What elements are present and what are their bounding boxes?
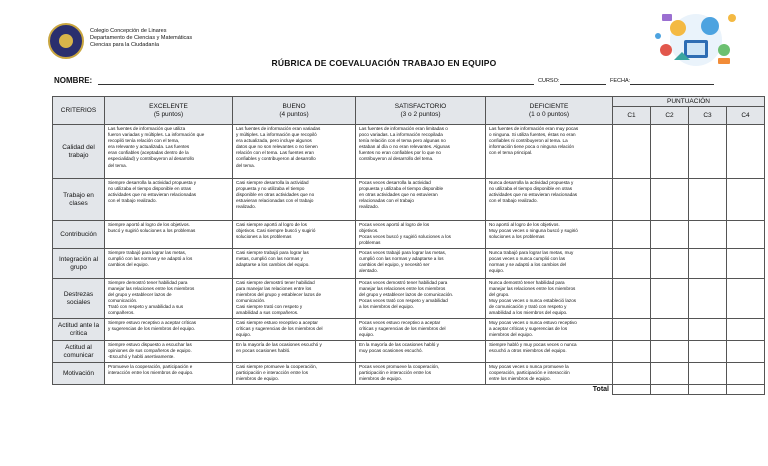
descriptor-line: no utilizaba el tiempo disponible en otras	[108, 186, 191, 192]
descriptor-cell	[105, 279, 233, 319]
score-cell[interactable]	[727, 319, 765, 341]
name-field[interactable]	[98, 84, 534, 85]
descriptor-line: eran confiables (aceptadas dentro de la	[108, 150, 189, 156]
descriptor-cell	[105, 179, 233, 221]
descriptor-line: del grupo y establecer lazos de	[108, 292, 172, 298]
level-name: SATISFACTORIO	[394, 102, 447, 110]
score-column-c2: C2	[651, 107, 689, 125]
descriptor-line: buscó y sugirió soluciones a los problemas	[108, 228, 196, 234]
score-cell[interactable]	[689, 249, 727, 279]
descriptor-line: Las fuentes de información eran muy pocas	[489, 126, 579, 131]
level-points: (5 puntos)	[153, 110, 184, 118]
descriptor-cell	[356, 221, 486, 249]
descriptor-cell	[486, 341, 613, 363]
score-cell[interactable]	[613, 279, 651, 319]
descriptor-line: del grupo.	[489, 292, 510, 298]
descriptor-line: a aceptar críticas y sugerencias de los	[489, 326, 568, 332]
score-column-c4: C4	[727, 107, 765, 125]
descriptor-line: Nunca desarrolla la actividad propuesta y	[489, 180, 574, 185]
score-cell[interactable]	[651, 319, 689, 341]
criterion-label: Actitud ante la crítica	[53, 319, 105, 341]
descriptor-line: recopiló tenía relación con el tema,	[108, 138, 180, 144]
descriptor-line: metas, cumplió con las normas y	[236, 256, 303, 262]
descriptor-line: En la mayoría de las ocasiones escuchó y	[236, 342, 322, 347]
score-cell[interactable]	[651, 221, 689, 249]
score-cell[interactable]	[689, 125, 727, 179]
course-field[interactable]	[560, 84, 606, 85]
descriptor-line: era relevante y actualizada. Las fuentes	[108, 144, 190, 150]
descriptor-line: interacción entre los miembros de equipo.	[108, 370, 194, 376]
descriptor-line: realizado.	[236, 204, 256, 210]
descriptor-line: estuvieran relacionadas con el trabajo	[236, 198, 314, 204]
level-header-deficient	[486, 97, 613, 125]
descriptor-line: Pocas veces trabajó para lograr las metas,	[359, 250, 447, 255]
descriptor-cell	[356, 363, 486, 385]
descriptor-cell	[356, 125, 486, 179]
descriptor-cell	[233, 341, 356, 363]
descriptor-line: Muy pocas veces o ninguna buscó y sugirió	[489, 228, 578, 234]
score-header: PUNTUACIÓN	[613, 97, 765, 107]
descriptor-cell	[356, 341, 486, 363]
score-column-c3: C3	[689, 107, 727, 125]
descriptor-line: cumplió con las normas y adaptarse a los	[359, 256, 444, 262]
score-cell[interactable]	[651, 249, 689, 279]
criterion-label: Actitud al comunicar	[53, 341, 105, 363]
descriptor-line: cooperación, participación e interacción	[489, 370, 570, 376]
score-cell[interactable]	[613, 341, 651, 363]
criterion-label: Motivación	[53, 363, 105, 385]
criterion-label: Destrezas sociales	[53, 279, 105, 319]
descriptor-line: Siempre aportó al logro de los objetivos.	[108, 222, 190, 227]
descriptor-line: y múltiples. La información que recopiló	[236, 132, 317, 138]
date-label: FECHA:	[610, 78, 631, 84]
descriptor-line: críticas y sugerencias de los miembros del	[359, 326, 446, 332]
school-name: Colegio Concepción de Linares	[90, 28, 167, 34]
descriptor-cell	[233, 179, 356, 221]
descriptor-line: confiables y contribuyeron al desarrollo	[236, 156, 316, 162]
score-cell[interactable]	[689, 341, 727, 363]
descriptor-line: propuesta y no utilizaba el tiempo	[236, 186, 305, 192]
score-cell[interactable]	[651, 279, 689, 319]
rubric-row	[53, 319, 765, 341]
descriptor-line: con el trabajo realizado.	[108, 198, 157, 204]
rubric-row	[53, 125, 765, 179]
descriptor-line: tenía relación con el tema pero algunas no	[359, 138, 446, 144]
score-cell[interactable]	[727, 363, 765, 385]
descriptor-line: participación e interacción entre los	[236, 370, 309, 376]
descriptor-line: normas y se adaptó a los cambios del	[489, 262, 567, 268]
descriptor-line: En la mayoría de las ocasiones habló y	[359, 342, 439, 347]
score-cell[interactable]	[727, 341, 765, 363]
descriptor-cell	[486, 125, 613, 179]
level-points: (3 o 2 puntos)	[400, 110, 441, 118]
date-field[interactable]	[630, 84, 714, 85]
criterion-label: Integración al grupo	[53, 249, 105, 279]
descriptor-line: Casi siempre desarrolla la actividad	[236, 180, 309, 185]
descriptor-line: Pocas veces demostró tener habilidad para	[359, 280, 448, 285]
score-cell[interactable]	[613, 249, 651, 279]
score-cell[interactable]	[727, 249, 765, 279]
level-points: (4 puntos)	[279, 110, 309, 118]
criterion-label: Trabajo en clases	[53, 179, 105, 221]
descriptor-cell	[486, 179, 613, 221]
descriptor-line: muy pocas ocasiones escuchó.	[359, 348, 423, 354]
descriptor-cell	[356, 249, 486, 279]
descriptor-line: equipo.	[359, 332, 375, 338]
descriptor-line: compañeros.	[108, 310, 135, 316]
descriptor-line: Siempre estuvo dispuesto a escuchar las	[108, 342, 192, 347]
level-points: (1 o 0 puntos)	[528, 110, 570, 118]
descriptor-line: alentado.	[359, 268, 378, 274]
school-seal-logo	[48, 23, 84, 59]
score-cell[interactable]	[613, 221, 651, 249]
descriptor-line: a los miembros del equipo.	[359, 304, 414, 310]
criteria-header: CRITERIOS	[53, 97, 105, 125]
descriptor-line: no utilizaba el tiempo disponible en otras	[489, 186, 572, 192]
rubric-row	[53, 279, 765, 319]
descriptor-line: contribuyeron al desarrollo del tema.	[359, 156, 434, 162]
descriptor-line: actividades que no estuvieran relacionadas	[489, 192, 578, 198]
descriptor-line: Pocas veces promueve la cooperación,	[359, 364, 440, 369]
descriptor-line: fuentes no eran confiables por lo que no	[359, 150, 441, 156]
score-cell[interactable]	[651, 179, 689, 221]
descriptor-line: Siempre desarrolla la actividad propuesta y	[108, 180, 197, 185]
descriptor-line: amabilidad a los miembros del equipo.	[489, 310, 568, 316]
descriptor-line: Nunca demostró tener habilidad para	[489, 280, 565, 285]
descriptor-line: objetivos. Casi siempre buscó y sugirió	[236, 228, 316, 234]
descriptor-line: disponible en otras actividades que no	[236, 192, 315, 198]
descriptor-cell	[233, 221, 356, 249]
descriptor-line: en otras actividades que no estuvieran	[359, 192, 438, 198]
descriptor-line: de comunicación y trató con respeto y	[489, 304, 567, 310]
descriptor-line: Nunca trabajó para lograr las metas, muy	[489, 250, 574, 255]
descriptor-line: miembros de equipo.	[359, 376, 402, 382]
total-score-cell[interactable]	[727, 385, 765, 395]
descriptor-line: Siempre demostró tener habilidad para	[108, 280, 188, 285]
rubric-title: RÚBRICA DE COEVALUACIÓN TRABAJO EN EQUIPO	[271, 58, 497, 68]
rubric-table	[52, 96, 765, 395]
score-cell[interactable]	[613, 125, 651, 179]
descriptor-line: objetivos.	[359, 228, 379, 234]
course-label: CURSO:	[538, 78, 560, 84]
total-score-cell[interactable]	[613, 385, 651, 395]
descriptor-line: manejar las relaciones entre los miembros	[359, 286, 446, 292]
total-score-cell[interactable]	[651, 385, 689, 395]
descriptor-line: Las fuentes de información eran variadas	[236, 126, 321, 131]
department-name: Departamento de Ciencias y Matemáticas	[90, 35, 193, 41]
descriptor-line: equipo.	[236, 332, 252, 338]
descriptor-line: Siempre habló y muy pocas veces o nunca	[489, 342, 577, 347]
score-cell[interactable]	[727, 179, 765, 221]
descriptor-cell	[105, 249, 233, 279]
descriptor-line: para manejar las relaciones entre los	[236, 286, 312, 292]
descriptor-cell	[486, 319, 613, 341]
descriptor-line: equipo.	[489, 268, 505, 274]
descriptor-line: manejar las relaciones entre los miembros	[108, 286, 195, 292]
descriptor-line: relación con el tema. Las fuentes eran	[236, 150, 314, 156]
descriptor-line: pocas veces o nunca cumplió con las	[489, 256, 566, 262]
score-cell[interactable]	[651, 125, 689, 179]
descriptor-line: cambios del equipo, y necesitó ser	[359, 262, 430, 268]
descriptor-cell	[233, 279, 356, 319]
descriptor-line: comunicación.	[108, 298, 138, 304]
school-header	[90, 28, 192, 49]
descriptor-line: Casi siempre demostró tener habilidad	[236, 280, 315, 285]
name-label: NOMBRE:	[54, 76, 93, 85]
descriptor-line: realizado.	[359, 204, 379, 210]
descriptor-line: en pocas ocasiones habló.	[236, 348, 291, 354]
descriptor-line: entre los miembros de equipo.	[489, 376, 551, 382]
level-header-satisfactory	[356, 97, 486, 125]
descriptor-cell	[105, 319, 233, 341]
descriptor-line: relacionadas con el trabajo	[359, 198, 414, 204]
descriptor-line: especialidad) y contribuyeron al desarrollo	[108, 156, 195, 162]
descriptor-line: fueron variadas y múltiples. La información que	[108, 132, 205, 138]
descriptor-line: Casi siempre trató con respeto y	[236, 304, 303, 310]
rubric-row	[53, 221, 765, 249]
descriptor-line: estaban al día o no eran relevantes. Algunas	[359, 144, 450, 150]
descriptor-line: adaptarse a los cambios del equipo.	[236, 262, 310, 268]
descriptor-line: Siempre estuvo receptivo a aceptar críticas	[108, 320, 197, 325]
descriptor-line: datos que no son relevantes o no tienen	[236, 144, 318, 150]
descriptor-line: miembros del grupo y establecer lazos de	[236, 292, 322, 298]
descriptor-line: Casi siempre estuvo receptivo a aceptar	[236, 320, 318, 325]
level-header-good	[233, 97, 356, 125]
score-cell[interactable]	[689, 221, 727, 249]
descriptor-cell	[105, 341, 233, 363]
criterion-label: Contribución	[53, 221, 105, 249]
descriptor-line: Pocas veces desarrolla la actividad	[359, 180, 431, 185]
descriptor-cell	[233, 363, 356, 385]
descriptor-line: Trató con respeto y amabilidad a sus	[108, 304, 184, 310]
descriptor-line: propuesta y utilizaba el tiempo disponible	[359, 186, 444, 192]
descriptor-line: con el tema principal.	[489, 150, 533, 156]
descriptor-line: participación e interacción entre los	[359, 370, 432, 376]
descriptor-cell	[233, 125, 356, 179]
descriptor-line: soluciones a los problemas	[489, 234, 545, 240]
descriptor-cell	[486, 249, 613, 279]
level-name: BUENO	[282, 102, 306, 110]
descriptor-cell	[486, 221, 613, 249]
descriptor-line: actividades que no estuvieran relacionadas	[108, 192, 197, 198]
descriptor-line: del tema.	[108, 162, 127, 168]
subject-name: Ciencias para la Ciudadanía	[90, 42, 160, 48]
score-cell[interactable]	[727, 125, 765, 179]
descriptor-line: Pocas veces buscó y sugirió soluciones a los	[359, 234, 451, 240]
descriptor-line: o ninguna. Si utiliza fuentes, éstas no eran	[489, 132, 576, 138]
descriptor-line: Pocas veces aportó al logro de los	[359, 222, 430, 227]
score-cell[interactable]	[689, 363, 727, 385]
criterion-label: Calidad del trabajo	[53, 125, 105, 179]
level-name: DEFICIENTE	[529, 102, 569, 110]
descriptor-line: Casi siempre trabajó para lograr las	[236, 250, 309, 255]
score-cell[interactable]	[689, 319, 727, 341]
descriptor-cell	[486, 279, 613, 319]
descriptor-line: Promueve la cooperación, participación e	[108, 364, 193, 369]
score-cell[interactable]	[613, 179, 651, 221]
descriptor-line: poco variadas. La información recopilada	[359, 132, 443, 138]
descriptor-line: Pocas veces trató con respeto y amabilidad	[359, 298, 448, 304]
descriptor-line: Muy pocas veces o nunca promueve la	[489, 364, 569, 369]
rubric-row	[53, 363, 765, 385]
descriptor-line: Las fuentes de información que utiliza	[108, 126, 186, 131]
rubric-row	[53, 341, 765, 363]
descriptor-line: miembros del equipo.	[489, 332, 533, 338]
score-cell[interactable]	[689, 179, 727, 221]
descriptor-line: Pocas veces estuvo receptivo a aceptar	[359, 320, 441, 325]
descriptor-line: opiniones de sus compañeros de equipo.	[108, 348, 192, 354]
descriptor-line: cambios del equipo.	[108, 262, 149, 268]
descriptor-line: era actualizada, pero incluye algunos	[236, 138, 312, 144]
descriptor-line: Muy pocas veces o nunca estuvo receptivo	[489, 320, 577, 325]
score-cell[interactable]	[727, 221, 765, 249]
descriptor-line: del grupo y establecer lazos de comunicación.	[359, 292, 454, 298]
descriptor-line: -Escuchó y habló asertivamente.	[108, 354, 175, 360]
descriptor-cell	[356, 319, 486, 341]
descriptor-line: comunicación.	[236, 298, 266, 304]
descriptor-cell	[486, 363, 613, 385]
descriptor-line: información tiene poca o ninguna relación	[489, 144, 575, 150]
descriptor-cell	[105, 221, 233, 249]
score-cell[interactable]	[613, 319, 651, 341]
descriptor-line: con el trabajo realizado.	[489, 198, 538, 204]
descriptor-cell	[356, 279, 486, 319]
descriptor-cell	[233, 249, 356, 279]
score-cell[interactable]	[651, 341, 689, 363]
score-cell[interactable]	[727, 279, 765, 319]
descriptor-line: confiables ni contribuyeron al tema. La	[489, 138, 568, 144]
score-cell[interactable]	[689, 279, 727, 319]
total-row	[53, 385, 765, 395]
descriptor-line: manejar las relaciones entre los miembros	[489, 286, 576, 292]
descriptor-line: Siempre trabajó para lograr las metas,	[108, 250, 187, 255]
descriptor-line: críticas y sugerencias de los miembros del	[236, 326, 323, 332]
descriptor-line: del tema.	[236, 162, 255, 168]
total-score-cell[interactable]	[689, 385, 727, 395]
level-name: EXCELENTE	[149, 102, 188, 110]
descriptor-line: Muy pocas veces o nunca estableció lazos	[489, 298, 577, 304]
rubric-row	[53, 249, 765, 279]
score-cell[interactable]	[651, 363, 689, 385]
descriptor-cell	[233, 319, 356, 341]
rubric-row	[53, 179, 765, 221]
descriptor-cell	[105, 363, 233, 385]
descriptor-line: miembros de equipo.	[236, 376, 279, 382]
descriptor-line: problemas	[359, 240, 381, 246]
total-label: Total	[592, 386, 609, 393]
score-column-c1: C1	[613, 107, 651, 125]
student-info-line	[52, 76, 764, 88]
descriptor-line: amabilidad a sus compañeros.	[236, 310, 299, 316]
descriptor-line: soluciones a los problemas	[236, 234, 292, 240]
descriptor-line: Casi siempre promueve la cooperación,	[236, 364, 317, 369]
descriptor-line: No aportó al logro de los objetivos.	[489, 222, 560, 227]
descriptor-line: Casi siempre aportó al logro de los	[236, 222, 307, 227]
descriptor-line: escuchó a otros miembros del equipo.	[489, 348, 567, 354]
descriptor-line: cumplió con las normas y se adaptó a los	[108, 256, 193, 262]
level-header-excellent	[105, 97, 233, 125]
descriptor-cell	[105, 125, 233, 179]
descriptor-cell	[356, 179, 486, 221]
descriptor-line: y sugerencias de los miembros del equipo.	[108, 326, 196, 332]
descriptor-line: Las fuentes de información eran limitadas o	[359, 126, 448, 131]
score-cell[interactable]	[613, 363, 651, 385]
